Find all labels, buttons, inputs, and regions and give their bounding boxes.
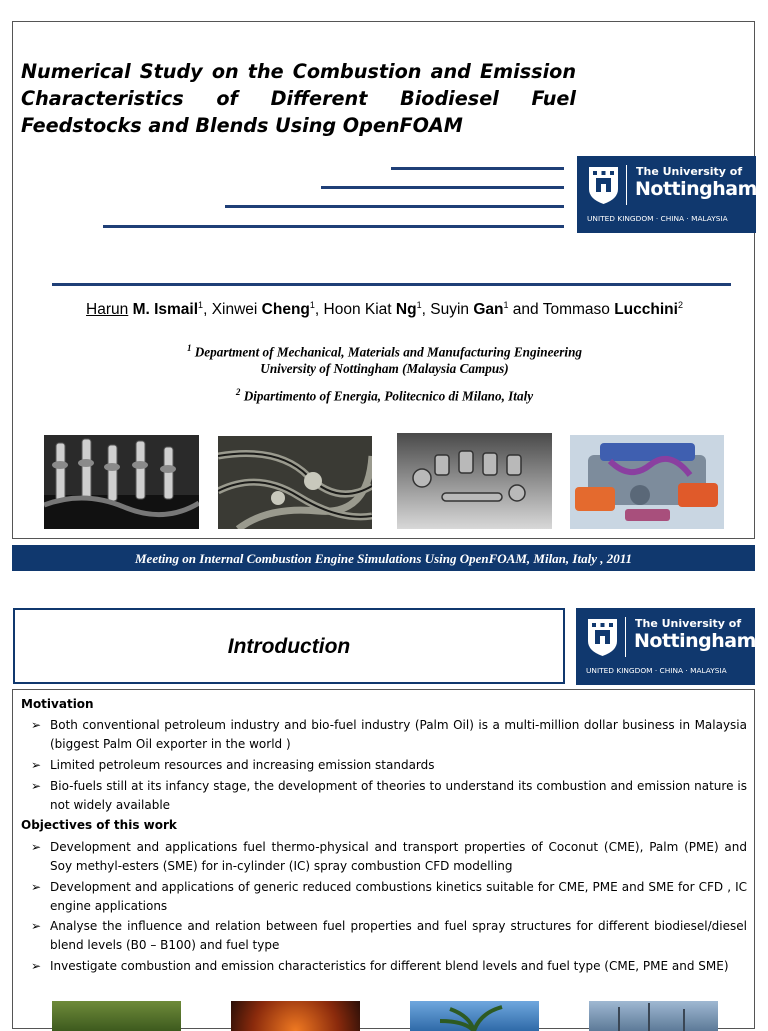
affiliation-1 xyxy=(13,340,756,377)
engine-hoses-photo xyxy=(218,436,372,529)
decorative-rule xyxy=(391,167,564,170)
list-item-text: Analyse the influence and relation between fuel properties and fuel spray structures for different biodiesel/diesel blend levels (B0 – B100) and fuel type xyxy=(50,919,747,952)
motivation-heading: Motivation xyxy=(21,697,94,711)
arrow-bullet-icon: ➢ xyxy=(31,840,42,854)
combustion-flame-photo xyxy=(231,1001,360,1031)
arrow-bullet-icon: ➢ xyxy=(31,919,42,933)
logo-line2: Nottingham xyxy=(634,630,756,652)
list-item xyxy=(31,957,747,976)
logo-line3: UNITED KINGDOM · CHINA · MALAYSIA xyxy=(586,666,727,675)
arrow-bullet-icon: ➢ xyxy=(31,880,42,894)
palm-tree-photo xyxy=(410,1001,539,1031)
decorative-rule xyxy=(321,186,564,189)
list-item xyxy=(31,838,747,876)
logo-divider xyxy=(626,165,627,205)
paper-title: Numerical Study on the Combustion and Emission Characteristics of Different Biodiesel Fuel Feedstocks and Blends Using OpenFOAM xyxy=(21,60,576,137)
list-item xyxy=(31,777,747,815)
author-separator: , xyxy=(203,301,212,319)
author-affiliation-mark: 1 xyxy=(503,300,509,310)
introduction-content xyxy=(12,689,755,1029)
logo-line3: UNITED KINGDOM · CHINA · MALAYSIA xyxy=(587,214,728,223)
author-affiliation-mark: 1 xyxy=(198,300,204,310)
author-first-name: Hoon Kiat xyxy=(323,301,392,319)
slide-title: Introduction xyxy=(227,635,351,658)
decorative-rule xyxy=(225,205,564,208)
arrow-bullet-icon: ➢ xyxy=(31,959,42,973)
author-last-name: Lucchini xyxy=(614,301,678,319)
author-separator: , xyxy=(421,301,431,319)
palm-plantation-photo xyxy=(52,1001,181,1031)
author-last-name: M. Ismail xyxy=(132,301,199,319)
authors-rule xyxy=(52,283,731,286)
author-last-name: Ng xyxy=(395,301,417,319)
author-list xyxy=(13,300,756,319)
oil-refinery-photo xyxy=(589,1001,718,1031)
author-first-name: Tommaso xyxy=(542,301,610,319)
list-item xyxy=(31,917,747,955)
logo-line1: The University of xyxy=(635,617,742,630)
arrow-bullet-icon: ➢ xyxy=(31,779,42,793)
affiliation-line: Dipartimento of Energia, Politecnico di Milano, Italy xyxy=(243,388,534,404)
decorative-rule xyxy=(103,225,564,228)
affiliation-2 xyxy=(13,384,756,404)
list-item-text: Development and applications of generic reduced combustions kinetics suitable for CME, PME and SME for CFD , IC engine applications xyxy=(50,880,747,913)
list-item-text: Bio-fuels still at its infancy stage, the development of theories to understand its combustion and emission nature is not widely available xyxy=(50,779,747,812)
author-first-name: Suyin xyxy=(430,301,470,319)
author-first-name: Harun xyxy=(86,301,129,319)
logo-line2: Nottingham xyxy=(635,178,757,200)
list-item xyxy=(31,878,747,916)
engine-render-photo xyxy=(570,435,724,529)
author-last-name: Cheng xyxy=(261,301,310,319)
intro-title-box xyxy=(13,608,565,684)
list-item-text: Both conventional petroleum industry and bio-fuel industry (Palm Oil) is a multi-million dollar business in Malaysia (biggest Palm Oil exporter in the world ) xyxy=(50,718,747,751)
affiliation-number: 1 xyxy=(186,343,192,353)
conference-banner: Meeting on Internal Combustion Engine Simulations Using OpenFOAM, Milan, Italy , 2011 xyxy=(12,545,755,571)
author-affiliation-mark: 2 xyxy=(677,300,683,310)
logo-divider xyxy=(625,617,626,657)
university-logo xyxy=(577,156,756,233)
university-logo xyxy=(576,608,755,685)
arrow-bullet-icon: ➢ xyxy=(31,758,42,772)
author-separator: and xyxy=(508,301,543,319)
affiliation-line: University of Nottingham (Malaysia Campus) xyxy=(260,361,509,377)
list-item xyxy=(31,716,747,754)
objectives-heading: Objectives of this work xyxy=(21,818,177,832)
list-item-text: Investigate combustion and emission characteristics for different blend levels and fuel type (CME, PME and SME) xyxy=(50,959,729,973)
author-first-name: Xinwei xyxy=(211,301,258,319)
affiliation-number: 2 xyxy=(235,387,241,397)
arrow-bullet-icon: ➢ xyxy=(31,718,42,732)
author-last-name: Gan xyxy=(473,301,504,319)
list-item-text: Development and applications fuel thermo-physical and transport properties of Coconut (CME), Palm (PME) and Soy methyl-esters (SME) for in-cylinder (IC) spray combustion CFD modelling xyxy=(50,840,747,873)
list-item-text: Limited petroleum resources and increasing emission standards xyxy=(50,758,435,772)
title-slide xyxy=(12,21,755,539)
list-item xyxy=(31,756,747,775)
logo-line1: The University of xyxy=(636,165,743,178)
castle-shield-icon xyxy=(587,165,620,205)
author-affiliation-mark: 1 xyxy=(416,300,422,310)
author-affiliation-mark: 1 xyxy=(309,300,315,310)
engine-injectors-photo xyxy=(44,435,199,529)
castle-shield-icon xyxy=(586,617,619,657)
affiliation-line: Department of Mechanical, Materials and Manufacturing Engineering xyxy=(194,344,583,360)
engine-parts-photo xyxy=(397,433,552,529)
author-separator: , xyxy=(314,301,324,319)
